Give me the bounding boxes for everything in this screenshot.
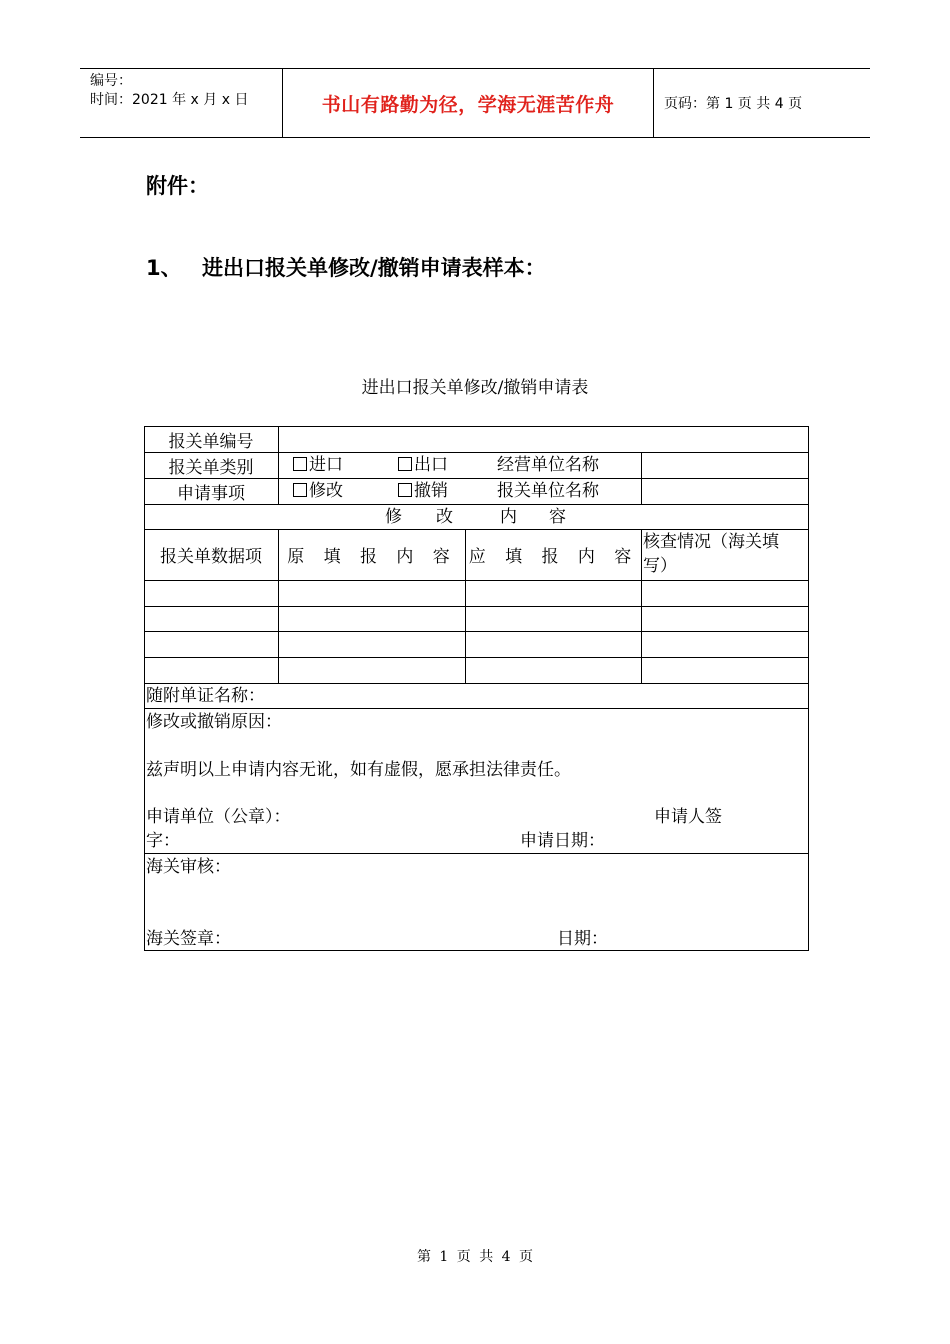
customs-date-label: 日期： [557,929,608,949]
declaration-text: 兹声明以上申请内容无讹，如有虚假，愿承担法律责任。 [146,760,571,780]
declaring-unit-field[interactable] [642,479,808,504]
declaration-no-field[interactable] [279,427,808,452]
column-header-check-line2: 写） [643,556,677,576]
applicant-sign-label: 申请人签 [654,807,722,827]
request-cancel-label: 撤销 [414,481,448,501]
section-title-char: 改 [436,507,453,527]
table-cell[interactable] [279,658,465,683]
table-cell[interactable] [466,632,641,657]
table-cell[interactable] [466,607,641,631]
header-time-label: 时间：2021 年 x 月 x 日 [90,92,249,108]
request-label: 申请事项 [177,483,245,504]
section-title-char: 容 [549,507,566,527]
item-heading [146,252,546,282]
column-header-correct: 应 填 报 内 容 [468,547,639,567]
table-cell[interactable] [279,607,465,631]
category-import-checkbox[interactable] [293,454,343,476]
header-meta [80,69,282,137]
section-title-char: 修 [385,507,402,527]
form-title: 进出口报关单修改/撤销申请表 [361,378,589,398]
table-cell[interactable] [642,607,808,631]
category-label: 报关单类别 [168,457,254,478]
reason-label: 修改或撤销原因： [146,712,282,732]
table-cell[interactable] [145,581,278,606]
declaring-unit-label: 报关单位名称 [497,481,599,501]
header-number-label: 编号： [90,73,132,89]
table-cell[interactable] [466,581,641,606]
table-cell[interactable] [145,607,278,631]
category-export-checkbox[interactable] [398,454,448,476]
column-header-check-line1: 核查情况（海关填 [643,532,779,552]
table-cell[interactable] [145,658,278,683]
section-title-char: 内 [500,507,517,527]
operating-unit-label: 经营单位名称 [497,455,599,475]
category-import-label: 进口 [309,455,343,475]
table-border-line [144,950,809,951]
table-border-line [808,426,809,951]
declaration-no-label: 报关单编号 [168,431,254,452]
table-row-line [144,504,809,505]
page-footer: 第 1 页 共 4 页 [416,1249,534,1265]
column-header-original: 原 填 报 内 容 [287,547,457,567]
request-modify-checkbox[interactable] [293,480,343,502]
attachments-label: 随附单证名称： [146,686,265,706]
applicant-unit-label: 申请单位（公章）： [146,807,291,827]
column-header-item: 报关单数据项 [160,547,262,567]
item-title: 进出口报关单修改/撤销申请表样本： [202,256,546,280]
item-number: 1、 [146,256,182,280]
request-modify-label: 修改 [309,481,343,501]
table-cell[interactable] [642,632,808,657]
table-row-line [144,683,809,684]
customs-seal-label: 海关签章： [146,929,231,949]
table-cell[interactable] [642,658,808,683]
annex-heading: 附件： [146,174,209,198]
header-page-label: 页码：第 1 页 共 4 页 [664,96,803,112]
category-export-label: 出口 [414,455,448,475]
page-header [80,68,870,138]
applicant-sign-label-cont: 字： [146,831,180,851]
application-form [144,426,809,951]
customs-review-label: 海关审核： [146,857,231,877]
table-row-line [144,708,809,709]
operating-unit-field[interactable] [642,453,808,478]
table-cell[interactable] [145,632,278,657]
checkbox-icon[interactable] [293,483,307,497]
table-cell[interactable] [642,581,808,606]
table-cell[interactable] [466,658,641,683]
checkbox-icon[interactable] [398,483,412,497]
table-cell[interactable] [279,632,465,657]
checkbox-icon[interactable] [293,457,307,471]
table-border-line [144,426,145,951]
table-row-line [144,853,809,854]
table-cell[interactable] [279,581,465,606]
checkbox-icon[interactable] [398,457,412,471]
header-motto: 书山有路勤为径，学海无涯苦作舟 [282,69,654,137]
request-cancel-checkbox[interactable] [398,480,448,502]
apply-date-label: 申请日期： [520,831,605,851]
